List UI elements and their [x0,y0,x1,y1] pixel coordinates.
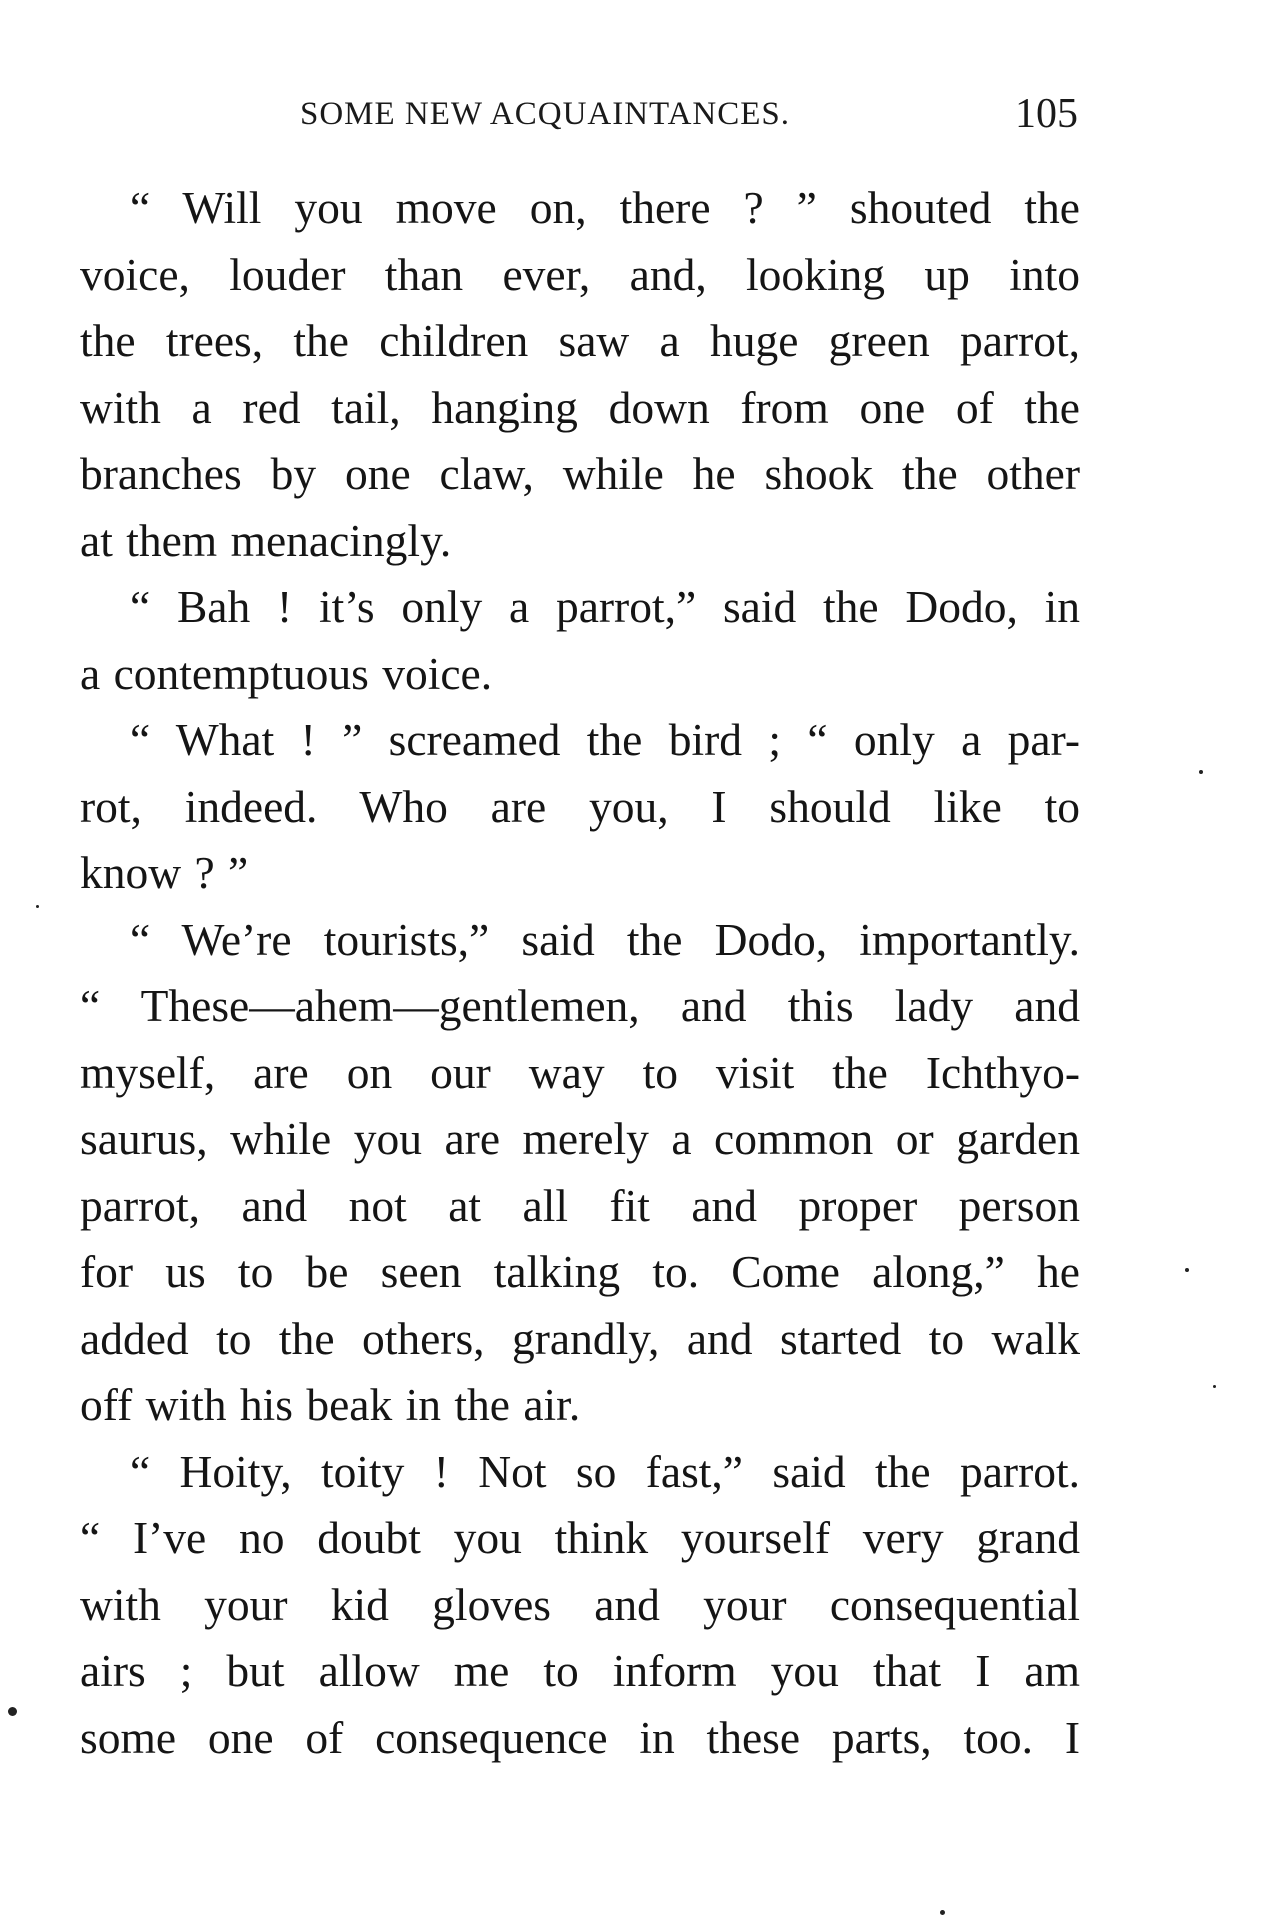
text-line: added to the others, grandly, and started to walk [80,1312,1080,1364]
text-line: “ Hoity, toity ! Not so fast,” said the parrot. [130,1445,1080,1497]
text-line: rot, indeed. Who are you, I should like to [80,780,1080,832]
text-line: with a red tail, hanging down from one of the [80,381,1080,433]
text-line: branches by one claw, while he shook the other [80,448,1080,499]
running-title: SOME NEW ACQUAINTANCES. [300,96,791,132]
scan-speck [8,1707,17,1716]
text-line: for us to be seen talking to. Come along,” he [80,1246,1080,1297]
text-line: “ Bah ! it’s only a parrot,” said the Dodo, in [130,581,1080,632]
text-line: parrot, and not at all fit and proper person [80,1179,1080,1231]
scan-speck [1213,1385,1216,1388]
text-line: a contemptuous voice. [80,647,493,699]
text-line: saurus, while you are merely a common or garden [80,1113,1080,1164]
text-line: voice, louder than ever, and, looking up into [80,248,1080,300]
scan-speck [1185,1268,1189,1272]
page-number: 105 [1015,91,1078,137]
text-line: “ I’ve no doubt you think yourself very grand [80,1512,1080,1563]
scan-speck [36,905,39,908]
body-text [80,175,1080,1771]
text-line: off with his beak in the air. [80,1379,581,1430]
text-line: know ? ” [80,847,249,898]
text-line: with your kid gloves and your consequential [80,1578,1080,1630]
text-line: “ Will you move on, there ? ” shouted the [130,182,1080,233]
scan-speck [1199,770,1203,774]
scan-speck [940,1910,945,1915]
text-line: airs ; but allow me to inform you that I am [80,1645,1080,1696]
text-line: some one of consequence in these parts, too. I [80,1711,1080,1763]
text-line: myself, are on our way to visit the Ichthyo- [80,1046,1080,1098]
text-line: the trees, the children saw a huge green parrot, [80,315,1080,366]
text-line: “ We’re tourists,” said the Dodo, importantly. [130,913,1080,965]
text-line: “ What ! ” screamed the bird ; “ only a par- [130,714,1080,765]
running-head [300,91,1080,140]
text-line: at them menacingly. [80,514,452,566]
text-line: “ These—ahem—gentlemen, and this lady and [80,980,1080,1031]
